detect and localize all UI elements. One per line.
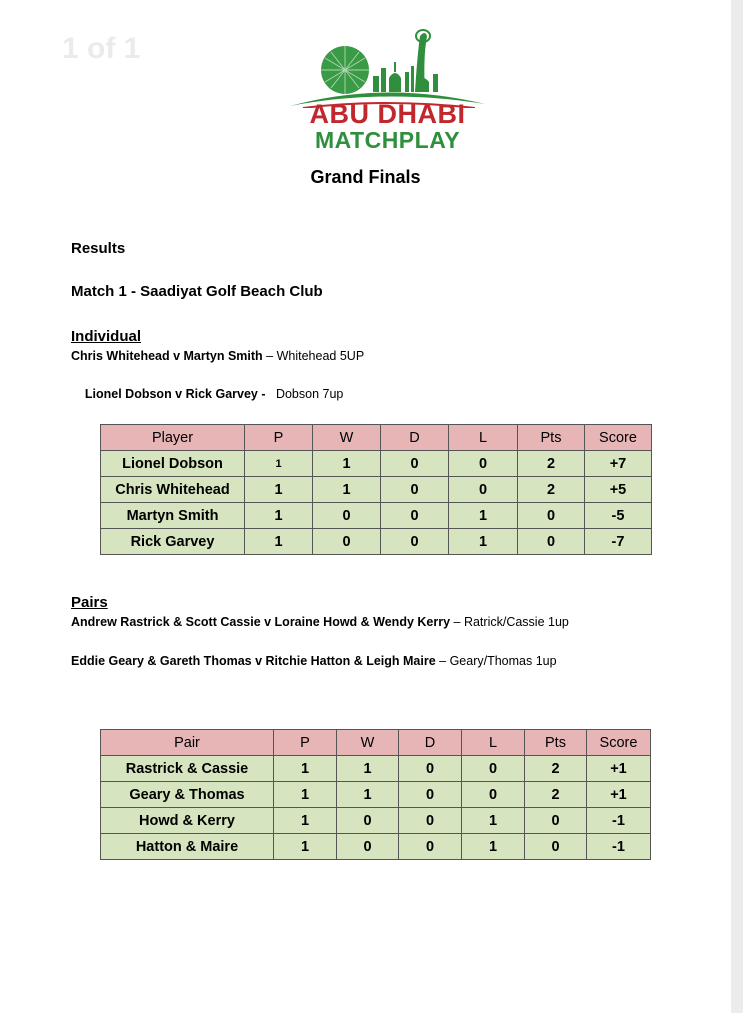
table-cell: +1: [587, 782, 651, 808]
column-header: W: [337, 730, 399, 756]
column-header: L: [462, 730, 525, 756]
table-cell: 1: [274, 808, 337, 834]
table-cell: +7: [585, 451, 652, 477]
table-cell: 1: [274, 782, 337, 808]
document-title: Grand Finals: [310, 167, 421, 187]
match-players: Lionel Dobson v Rick Garvey -: [84, 387, 266, 401]
table-cell: -1: [587, 834, 651, 860]
table-cell: 0: [462, 782, 525, 808]
table-cell: 0: [399, 834, 462, 860]
individual-heading: Individual: [71, 328, 142, 345]
table-cell: 1: [462, 834, 525, 860]
table-cell: -5: [585, 503, 652, 529]
table-cell: 0: [449, 451, 518, 477]
table-cell: 1: [245, 529, 313, 555]
table-cell: 1: [337, 782, 399, 808]
table-cell: Lionel Dobson: [101, 451, 245, 477]
column-header: Score: [585, 425, 652, 451]
match-players: Eddie Geary & Gareth Thomas v Ritchie Hatton & Leigh Maire: [71, 654, 436, 668]
table-cell: 0: [381, 451, 449, 477]
table-cell: 1: [274, 756, 337, 782]
table-cell: 0: [518, 529, 585, 555]
individual-match-2: [71, 366, 571, 423]
table-cell: Geary & Thomas: [101, 782, 274, 808]
match-players: Chris Whitehead v Martyn Smith: [71, 349, 263, 363]
table-cell: +1: [587, 756, 651, 782]
pairs-heading: Pairs: [71, 594, 108, 611]
table-cell: 1: [449, 529, 518, 555]
table-cell: 0: [337, 834, 399, 860]
match-separator: –: [450, 615, 464, 629]
column-header: Score: [587, 730, 651, 756]
pairs-results-table: [100, 729, 651, 860]
table-cell: 1: [245, 451, 313, 477]
table-cell: 2: [518, 451, 585, 477]
table-cell: 0: [313, 529, 381, 555]
table-cell: +5: [585, 477, 652, 503]
table-cell: 1: [313, 477, 381, 503]
logo-text-matchplay: MATCHPLAY: [314, 127, 461, 153]
table-cell: 0: [518, 503, 585, 529]
table-cell: -1: [587, 808, 651, 834]
match-result: Ratrick/Cassie 1up: [463, 615, 569, 629]
table-row: [101, 451, 652, 477]
table-cell: 1: [337, 756, 399, 782]
table-cell: 0: [381, 503, 449, 529]
table-cell: Rick Garvey: [101, 529, 245, 555]
column-header: D: [381, 425, 449, 451]
individual-results-table: [100, 424, 652, 555]
match-separator: –: [262, 349, 277, 363]
table-cell: 0: [449, 477, 518, 503]
table-cell: 0: [381, 477, 449, 503]
column-header: L: [449, 425, 518, 451]
table-cell: 1: [274, 834, 337, 860]
column-header: Pts: [518, 425, 585, 451]
table-cell: Rastrick & Cassie: [101, 756, 274, 782]
table-cell: 0: [525, 808, 587, 834]
abu-dhabi-matchplay-logo: [285, 28, 490, 158]
table-cell: 1: [245, 503, 313, 529]
table-cell: 0: [337, 808, 399, 834]
table-row: [101, 834, 651, 860]
table-cell: 0: [381, 529, 449, 555]
logo-skyline-icon: [285, 28, 490, 108]
match-result: Dobson 7up: [275, 387, 344, 401]
table-header-row: [101, 730, 651, 756]
table-cell: 2: [525, 782, 587, 808]
column-header: W: [313, 425, 381, 451]
table-cell: Chris Whitehead: [101, 477, 245, 503]
table-cell: 1: [449, 503, 518, 529]
table-row: [101, 756, 651, 782]
pairs-match-2: [71, 652, 571, 671]
individual-match-1: [71, 347, 571, 366]
page-indicator: 1 of 1: [62, 32, 141, 65]
table-cell: 0: [399, 808, 462, 834]
match-result: Geary/Thomas 1up: [449, 654, 557, 668]
match-result: Whitehead 5UP: [276, 349, 365, 363]
results-heading: Results: [71, 240, 126, 257]
column-header: P: [245, 425, 313, 451]
column-header: P: [274, 730, 337, 756]
table-cell: Martyn Smith: [101, 503, 245, 529]
table-cell: 0: [399, 782, 462, 808]
table-cell: 1: [245, 477, 313, 503]
logo-text-abu-dhabi: ABU DHABI: [309, 99, 466, 129]
match-heading: Match 1 - Saadiyat Golf Beach Club: [71, 283, 323, 300]
table-cell: 1: [313, 451, 381, 477]
table-row: [101, 529, 652, 555]
table-row: [101, 503, 652, 529]
table-cell: 0: [462, 756, 525, 782]
column-header: Pair: [101, 730, 274, 756]
table-cell: 0: [525, 834, 587, 860]
table-header-row: [101, 425, 652, 451]
column-header: D: [399, 730, 462, 756]
table-cell: 1: [462, 808, 525, 834]
table-cell: 2: [518, 477, 585, 503]
table-cell: -7: [585, 529, 652, 555]
table-cell: Howd & Kerry: [101, 808, 274, 834]
column-header: Player: [101, 425, 245, 451]
column-header: Pts: [525, 730, 587, 756]
table-cell: 0: [313, 503, 381, 529]
table-row: [101, 782, 651, 808]
table-cell: 2: [525, 756, 587, 782]
match-players: Andrew Rastrick & Scott Cassie v Loraine Howd & Wendy Kerry: [71, 615, 451, 629]
table-row: [101, 477, 652, 503]
match-separator: –: [435, 654, 450, 668]
match-separator: [266, 387, 276, 401]
pairs-match-1: [71, 613, 571, 632]
table-cell: Hatton & Maire: [101, 834, 274, 860]
table-row: [101, 808, 651, 834]
table-cell: 0: [399, 756, 462, 782]
